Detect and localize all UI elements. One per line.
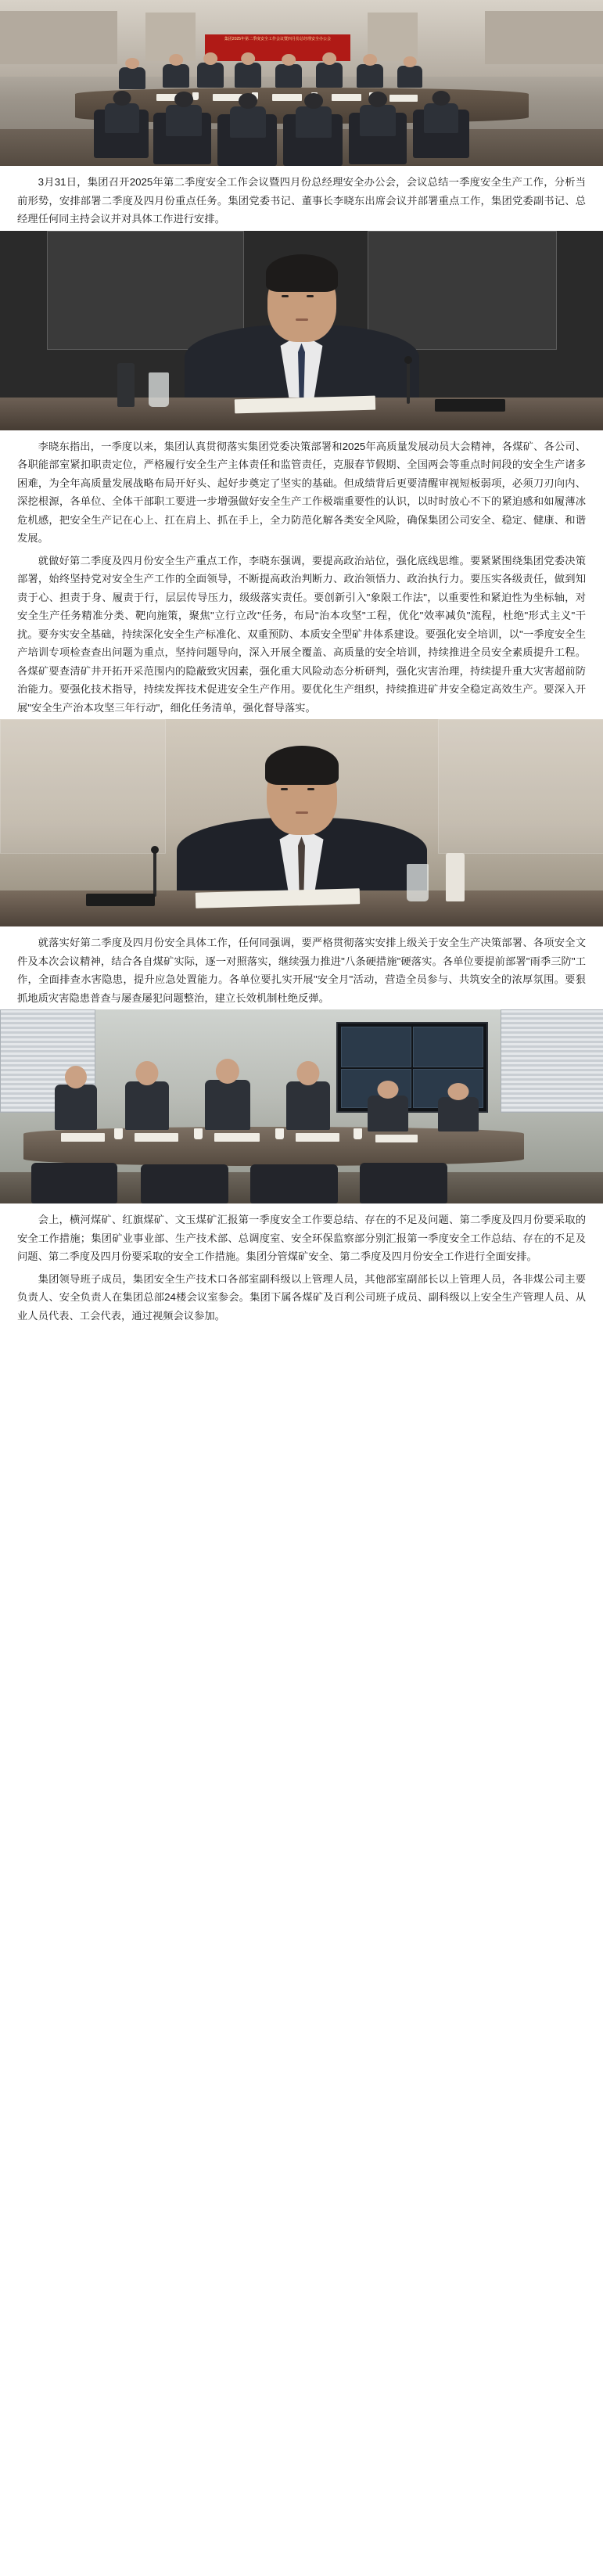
attendee (357, 64, 383, 88)
wall-panel (145, 13, 196, 61)
document (61, 1133, 105, 1142)
eye (281, 788, 288, 790)
water-glass (149, 372, 169, 407)
cup (114, 1128, 123, 1139)
chair (360, 1163, 447, 1203)
attendee (438, 1097, 479, 1131)
paragraph: 李晓东指出，一季度以来，集团认真贯彻落实集团党委决策部署和2025年高质量发展动员大会精神，各煤矿、各公司、各职能部室紧扣职责定位，严格履行安全生产主体责任和监管责任，克服春节假期、全国两会等重点时间段的安全生产诸多困难，为全年高质量发展战略布局开好头、起好步奠定了坚实的基础。但成绩背后更要清醒审视短板弱项，必须刀刃向内、深挖根源，各单位、全体干部职工要进一步增强做好安全生产工作极端重要性的认识，以时时放心不下的紧迫感和如履薄冰危机感，把安全生产记在心上、扛在肩上、抓在手上，全力防范化解各类安全风险，确保集团公司安全、稳定、健康、和谐发展。 (17, 440, 586, 544)
chair (141, 1164, 228, 1203)
meeting-room-photo (0, 0, 603, 166)
screen-tile (413, 1027, 483, 1067)
document (389, 95, 418, 102)
document (375, 1135, 418, 1142)
attendee (163, 64, 189, 88)
wall-panel (368, 13, 418, 61)
wall-panel (0, 11, 117, 64)
window-blinds (501, 1009, 603, 1113)
document (332, 94, 361, 101)
attendee (125, 1081, 169, 1130)
attendee (205, 1080, 250, 1130)
attendee (235, 63, 261, 88)
attendee (397, 66, 422, 88)
paragraph: 集团领导班子成员，集团安全生产技术口各部室副科级以上管理人员，其他部室副部长以上管理人员，各非煤公司主要负责人、安全负责人在集团总部24楼会议室参会。集团下属各煤矿及百利公司班子成员、副科级以上安全生产管理人员、从业人员代表、工会代表，通过视频会议参加。 (17, 1272, 586, 1322)
eye (307, 788, 314, 790)
water-bottle (446, 853, 465, 901)
attendee (230, 106, 266, 138)
speaker-hair (265, 746, 339, 785)
eye (282, 295, 289, 297)
cup (192, 92, 199, 100)
attendee (275, 64, 302, 88)
water-glass (407, 864, 429, 901)
backdrop-panel (0, 719, 166, 854)
speaker-portrait-photo-2 (0, 719, 603, 926)
backdrop-panel (368, 231, 557, 350)
screen-tile (341, 1027, 411, 1067)
mouth (296, 318, 308, 321)
nameplate (86, 894, 155, 906)
wall-panel (485, 11, 603, 64)
chair (31, 1163, 117, 1203)
meeting-attendees-photo (0, 1009, 603, 1203)
paragraph: 就落实好第二季度及四月份安全具体工作，任何同强调，要严格贯彻落实安排上级关于安全生产决策部署、各项安全文件及本次会议精神，结合各自煤矿实际，逐一对照落实，继续强力推进"八条硬措施"硬落实。各单位要提前部署"雨季三防"工作，全面排查水害隐患，提升应急处置能力。各单位要扎实开展"安全月"活动，营造全员参与、共筑安全的浓厚氛围。要狠抓地质灾害隐患普查与屡查屡犯问题整治，建立长效机制杜绝反弹。 (17, 937, 586, 1004)
speaker-hair (266, 254, 338, 292)
backdrop-panel (47, 231, 244, 350)
document (296, 1133, 339, 1142)
attendee (360, 105, 396, 136)
attendee (296, 106, 332, 138)
attendee (368, 1096, 408, 1131)
microphone (407, 362, 410, 404)
paragraph: 就做好第二季度及四月份安全生产重点工作，李晓东强调，要提高政治站位，强化底线思维。要紧紧围绕集团党委决策部署，始终坚持党对安全生产工作的全面领导，不断提高政治判断力、政治领悟力、政治执行力。要压实各级责任，做到知责于心、担责于身、履责于行，层层传导压力，级级落实责任。要创新引入"象限工作法"，以重要性和紧迫性为坐标轴，对安全生产任务精准分类、靶向施策，聚焦"立行立改"任务，布局"治本攻坚"工程，优化"效率减负"流程，杜绝"形式主义"干扰。要夯实安全基础，持续深化安全生产标准化、双重预防、本质安全型矿井体系建设。要强化安全培训，以"一季度安全生产培训专项检查查出问题为重点，坚持问题导向，深入开展全覆盖、高质量的安全培训，持续推进全员安全素质提升工程。各煤矿要查清矿井开拓开采范围内的隐蔽致灾因素，强化重大风险动态分析研判，强化灾害治理，持续提升重大灾害超前防治能力。要强化技术指导，持续发挥技术促进安全生产作用。要优化生产组织，持续推进矿井安全稳定高效生产。要深入开展"安全生产治本攻坚三年行动"，细化任务清单，强化督导落实。 (17, 554, 586, 714)
backdrop-panel (438, 719, 603, 854)
eye (307, 295, 314, 297)
attendee (424, 103, 458, 133)
nameplate (435, 399, 505, 412)
speaker-portrait-photo-1 (0, 231, 603, 430)
thermos (117, 363, 135, 407)
paragraph: 会上，横河煤矿、红旗煤矿、文玉煤矿汇报第一季度安全工作要总结、存在的不足及问题、第二季度及四月份要采取的安全工作措施；集团矿业事业部、生产技术部、总调度室、安全环保监察部分别汇报第一季度安全工作总结、存在的不足及问题、第二季度及四月份要采取的安全工作措施。集团分管煤矿安全、第二季度及四月份安全工作进行全面安排。 (17, 1214, 586, 1262)
attendee (105, 103, 139, 133)
attendee (316, 63, 343, 88)
attendee (166, 105, 202, 136)
document (135, 1133, 178, 1142)
attendee (197, 63, 224, 88)
microphone (153, 851, 156, 897)
attendee (286, 1081, 330, 1130)
chair (250, 1164, 338, 1203)
cup (354, 1128, 362, 1139)
document (272, 94, 302, 101)
meeting-banner: 集团2025年第二季度安全工作会议暨四月份总经理安全办公会 (205, 34, 350, 61)
attendee (55, 1085, 97, 1130)
document (214, 1133, 260, 1142)
cup (275, 1128, 284, 1139)
cup (194, 1128, 203, 1139)
paragraph: 3月31日，集团召开2025年第二季度安全工作会议暨四月份总经理安全办公会，会议总结一季度安全生产工作，分析当前形势，安排部署二季度及四月份重点任务。集团党委书记、董事长李晓东出席会议并部署重点工作，集团党委副书记、总经理任何同主持会议并对具体工作进行安排。 (17, 176, 586, 225)
mouth (296, 811, 308, 814)
attendee (119, 67, 145, 89)
